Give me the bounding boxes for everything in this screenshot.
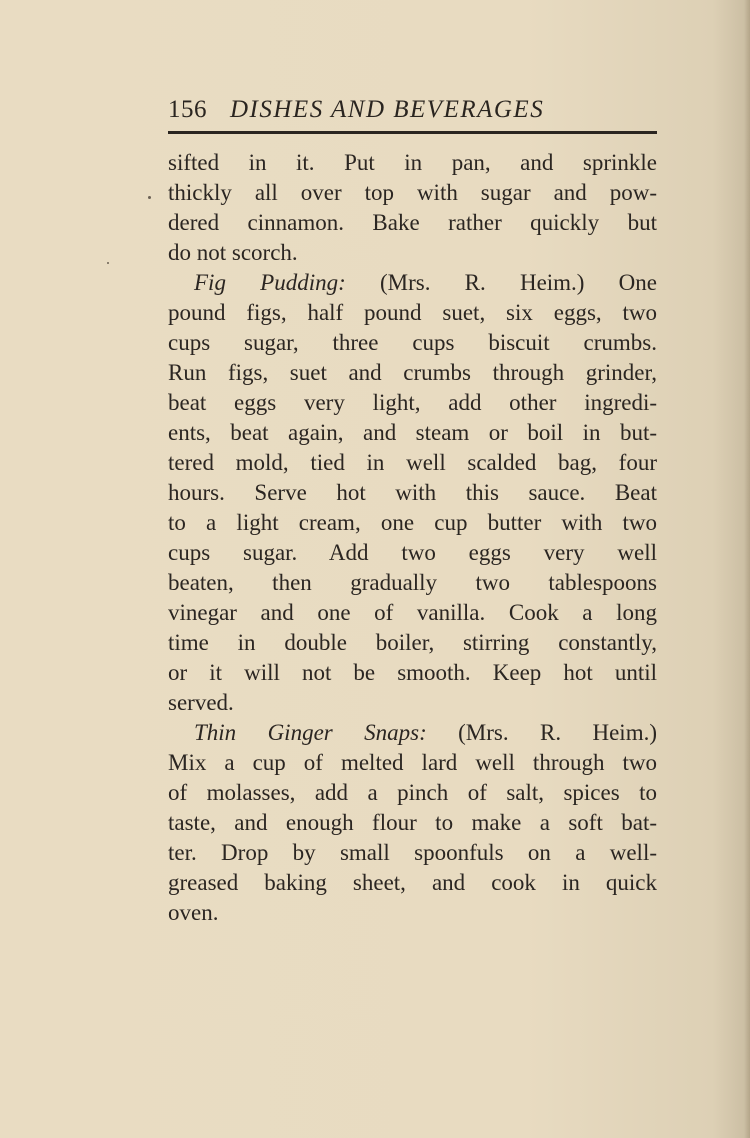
text-line: hours. Serve hot with this sauce. Beat [168, 480, 657, 505]
text-line: oven. [168, 900, 219, 925]
recipe-heading-line [168, 268, 657, 298]
text-line: dered cinnamon. Bake rather quickly but [168, 210, 657, 235]
text-line: do not scorch. [168, 240, 298, 265]
text-line: sifted in it. Put in pan, and sprinkle [168, 150, 657, 175]
text-line: time in double boiler, stirring constantly, [168, 630, 657, 655]
recipe-title: Thin Ginger Snaps: [194, 720, 427, 745]
text-line: taste, and enough flour to make a soft bat- [168, 810, 657, 835]
recipe-attribution: (Mrs. R. Heim.) [426, 720, 657, 745]
page-edge-shadow [744, 0, 750, 1138]
text-line: cups sugar, three cups biscuit crumbs. [168, 330, 657, 355]
text-line: vinegar and one of vanilla. Cook a long [168, 600, 657, 625]
paper-speck [107, 262, 109, 264]
recipe-text [168, 148, 657, 928]
text-line: tered mold, tied in well scalded bag, four [168, 450, 657, 475]
paper-speck [148, 196, 151, 199]
text-line: ents, beat again, and steam or boil in but- [168, 420, 657, 445]
text-line: thickly all over top with sugar and pow- [168, 180, 657, 205]
text-line: to a light cream, one cup butter with two [168, 510, 657, 535]
text-line: of molasses, add a pinch of salt, spices to [168, 780, 657, 805]
recipe-attribution: (Mrs. R. Heim.) One [345, 270, 658, 295]
running-head: DISHES AND BEVERAGES [230, 96, 545, 123]
text-line: served. [168, 690, 234, 715]
text-line: beaten, then gradually two tablespoons [168, 570, 657, 595]
recipe-heading-line [168, 718, 657, 748]
page-number: 156 [168, 96, 207, 123]
text-line: Mix a cup of melted lard well through two [168, 750, 657, 775]
text-line: Run figs, suet and crumbs through grinder, [168, 360, 657, 385]
text-line: or it will not be smooth. Keep hot until [168, 660, 657, 685]
text-line: greased baking sheet, and cook in quick [168, 870, 657, 895]
recipe-title: Fig Pudding: [194, 270, 346, 295]
page-header [168, 96, 658, 132]
text-line: ter. Drop by small spoonfuls on a well- [168, 840, 657, 865]
header-rule [168, 131, 657, 134]
text-line: beat eggs very light, add other ingredi- [168, 390, 657, 415]
text-line: cups sugar. Add two eggs very well [168, 540, 657, 565]
text-line: pound figs, half pound suet, six eggs, two [168, 300, 657, 325]
